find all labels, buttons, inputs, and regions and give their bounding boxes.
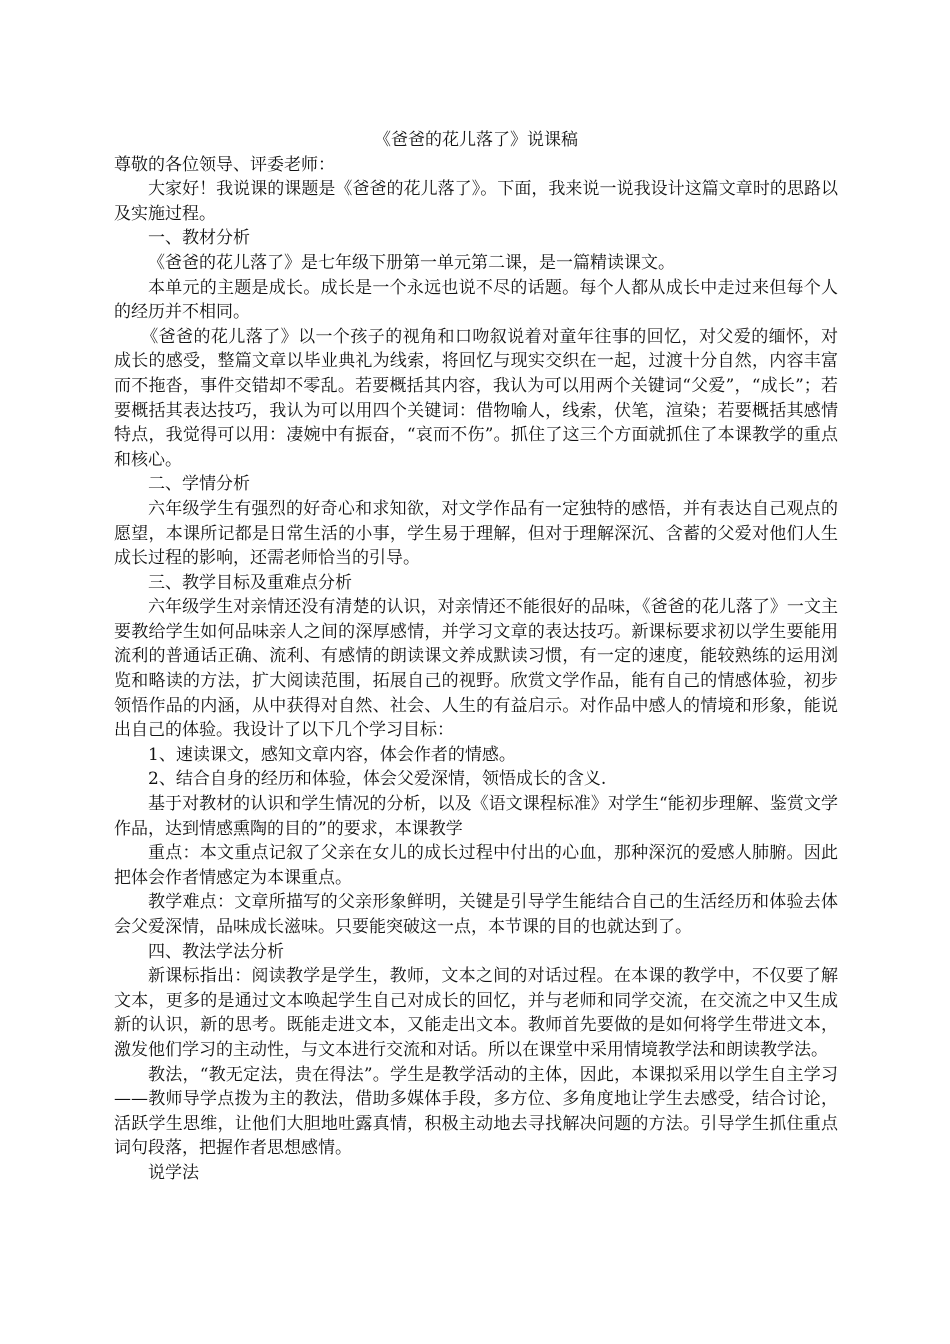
- body-paragraph: 重点：本文重点记叙了父亲在女儿的成长过程中付出的心血，那种深沉的爱感人肺腑。因此把体会作者情感定为本课重点。: [114, 843, 838, 888]
- document-title: 《爸爸的花儿落了》说课稿: [374, 130, 578, 150]
- body-paragraph: 2、结合自身的经历和体验，体会父爱深情，领悟成长的含义.: [148, 769, 607, 790]
- section-heading: 四、教法学法分析: [148, 941, 284, 962]
- body-paragraph: 本单元的主题是成长。成长是一个永远也说不尽的话题。每个人都从成长中走过来但每个人的经历并不相同。: [114, 277, 838, 323]
- section-heading: 二、学情分析: [148, 474, 250, 495]
- section-heading: 一、教材分析: [148, 228, 250, 249]
- section-heading: 说学法: [148, 1162, 199, 1183]
- body-paragraph: 大家好！我说课的课题是《爸爸的花儿落了》。下面，我来说一说我设计这篇文章时的思路以及实施过程。: [114, 179, 838, 224]
- body-paragraph: 教法，“教无定法，贵在得法”。学生是教学活动的主体，因此，本课拟采用以学生自主学习——教师导学点拨为主的教法，借助多媒体手段，多方位、多角度地让学生去感受，结合讨论，活跃学生思维，让他们大胆地吐露真情，积极主动地去寻找解决问题的方法。引导学生抓住重点词句段落，把握作者思想感情。: [114, 1064, 838, 1159]
- body-paragraph: 六年级学生对亲情还没有清楚的认识，对亲情还不能很好的品味，《爸爸的花儿落了》一文主要教给学生如何品味亲人之间的深厚感情，并学习文章的表达技巧。新课标要求初以学生要能用流利的普通话正确、流利、有感情的朗读课文养成默读习惯，有一定的速度，能较熟练的运用浏览和略读的方法，扩大阅读范围，拓展自己的视野。欣赏文学作品，能有自己的情感体验，初步领悟作品的内涵，从中获得对自然、社会、人生的有益启示。对作品中感人的情境和形象，能说出自己的体验。我设计了以下几个学习目标：: [114, 597, 838, 741]
- body-paragraph: 新课标指出：阅读教学是学生，教师，文本之间的对话过程。在本课的教学中，不仅要了解文本，更多的是通过文本唤起学生自己对成长的回忆，并与老师和同学交流，在交流之中又生成新的认识，新的思考。既能走进文本，又能走出文本。教师首先要做的是如何将学生带进文本，激发他们学习的主动性，与文本进行交流和对话。所以在课堂中采用情境教学法和朗读教学法。: [114, 966, 838, 1060]
- body-paragraph: 《爸爸的花儿落了》以一个孩子的视角和口吻叙说着对童年往事的回忆，对父爱的缅怀，对成长的感受，整篇文章以毕业典礼为线索，将回忆与现实交织在一起，过渡十分自然，内容丰富而不拖沓，事件交错却不零乱。若要概括其内容，我认为可以用两个关键词“父爱”，“成长”；若要概括其表达技巧，我认为可以用四个关键词：借物喻人，线索，伏笔，渲染；若要概括其感情特点，我觉得可以用：凄婉中有振奋，“哀而不伤”。抓住了这三个方面就抓住了本课教学的重点和核心。: [114, 326, 838, 470]
- body-paragraph: 教学难点：文章所描写的父亲形象鲜明，关键是引导学生能结合自己的生活经历和体验去体会父爱深情，品味成长滋味。只要能突破这一点，本节课的目的也就达到了。: [114, 892, 838, 937]
- body-paragraph: 基于对教材的认识和学生情况的分析，以及《语文课程标准》对学生“能初步理解、鉴赏文学作品，达到情感熏陶的目的”的要求，本课教学: [114, 794, 838, 839]
- section-heading: 三、教学目标及重难点分析: [148, 572, 352, 593]
- body-paragraph: 尊敬的各位领导、评委老师：: [114, 154, 335, 175]
- body-paragraph: 1、速读课文，感知文章内容，体会作者的情感。: [148, 744, 516, 765]
- body-paragraph: 六年级学生有强烈的好奇心和求知欲，对文学作品有一定独特的感悟，并有表达自己观点的愿望，本课所记都是日常生活的小事，学生易于理解，但对于理解深沉、含蓄的父爱对他们人生成长过程的影响，还需老师恰当的引导。: [114, 498, 838, 569]
- document-page: [114, 128, 838, 1186]
- body-paragraph: 《爸爸的花儿落了》是七年级下册第一单元第二课，是一篇精读课文。: [148, 252, 675, 273]
- document-body: [114, 153, 838, 1186]
